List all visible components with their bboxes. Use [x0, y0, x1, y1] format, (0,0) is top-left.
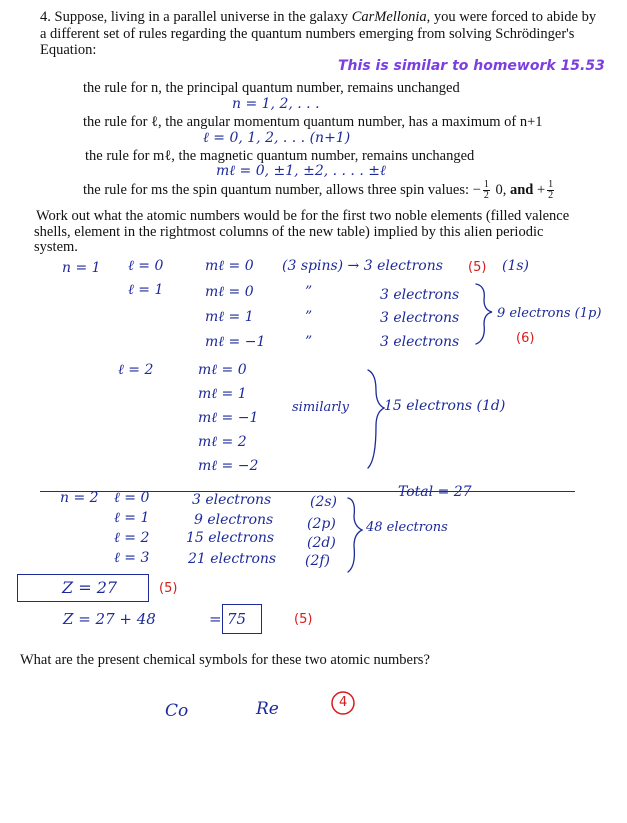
rule-ms-zero: 0, [495, 181, 507, 198]
rule-ms-and: and [509, 181, 534, 198]
homework-note: This is similar to homework 15.53 [338, 58, 605, 74]
hw-z75: 75 [227, 610, 247, 628]
rule-n-hw: n = 1, 2, . . . [232, 96, 320, 112]
hw-1s: (1s) [502, 258, 530, 274]
hw-e15: 15 electrons (1d) [384, 398, 506, 414]
hw-ml-0b: mℓ = 0 [205, 284, 254, 300]
score-5b: (5) [159, 581, 178, 596]
hw-n2-e3: 3 electrons [192, 492, 272, 508]
rule-ml: the rule for mℓ, the magnetic quantum number, remains unchanged [85, 148, 475, 164]
rule-l-hw: ℓ = 0, 1, 2, . . . (n+1) [203, 130, 351, 146]
hw-l2: ℓ = 2 [118, 362, 154, 378]
hw-e3c: 3 electrons [380, 334, 460, 350]
final-question: What are the present chemical symbols for these two atomic numbers? [20, 652, 430, 668]
work-prompt-line-3: system. [34, 239, 78, 255]
half-fraction-2: $\frac{1}{2}$ [548, 179, 554, 201]
grade-circle-icon [332, 692, 354, 714]
hw-ditto-1: ” [305, 284, 313, 300]
hw-n2-e9: 9 electrons [194, 512, 274, 528]
hw-ml2-0: mℓ = 0 [198, 362, 247, 378]
brace-p-electrons [476, 284, 492, 344]
hw-ml2-m2: mℓ = −2 [198, 458, 259, 474]
score-5a: (5) [468, 260, 487, 275]
brace-n2-orbitals [348, 498, 362, 572]
hw-z27: Z = 27 [62, 578, 118, 597]
galaxy-name: CarMellonia [351, 9, 427, 25]
hw-n2-l2: ℓ = 2 [114, 530, 150, 546]
hw-orb-2p: (2p) [307, 516, 336, 532]
hw-n2-e21: 21 electrons [188, 551, 277, 567]
score-4: 4 [339, 695, 348, 710]
hw-ml2-m1: mℓ = −1 [198, 410, 259, 426]
hw-orb-2f: (2f) [305, 553, 331, 569]
hw-ditto-2: ” [305, 309, 313, 325]
hw-orb-2s: (2s) [310, 494, 338, 510]
work-prompt-line-2: shells, element in the rightmost columns of the new table) implied by this alien periodic [34, 224, 544, 240]
brace-similarly [368, 370, 384, 468]
hw-orb-2d: (2d) [307, 535, 336, 551]
rule-l: the rule for ℓ, the angular momentum quantum number, has a maximum of n+1 [83, 114, 543, 130]
rule-ms-prefix: the rule for ms the spin quantum number, allows three spin values: [83, 181, 470, 198]
hw-ditto-3: ” [305, 334, 313, 350]
answer-co: Co [165, 701, 189, 721]
rule-n: the rule for n, the principal quantum number, remains unchanged [83, 80, 460, 96]
hw-ml-m1: mℓ = −1 [205, 334, 266, 350]
hw-z75-expr: Z = 27 + 48 [63, 610, 156, 628]
half-fraction-1: $\frac{1}{2}$ [483, 179, 489, 201]
hw-e3b: 3 electrons [380, 310, 460, 326]
rule-ms-plus: + [536, 181, 546, 198]
score-6: (6) [516, 331, 535, 346]
hw-spins: (3 spins) → 3 electrons [282, 258, 443, 274]
hw-total: Total = 27 [398, 484, 472, 500]
hw-ml-p1: mℓ = 1 [205, 309, 254, 325]
score-5c: (5) [294, 612, 313, 627]
work-prompt-line-1: Work out what the atomic numbers would be for the first two noble elements (filled valence [36, 208, 570, 224]
hw-e48: 48 electrons [366, 520, 448, 535]
hw-n2-l3: ℓ = 3 [114, 550, 150, 566]
hw-n2-l0: ℓ = 0 [114, 490, 150, 506]
hw-n2: n = 2 [60, 490, 99, 506]
question-line-2: a different set of rules regarding the quantum numbers emerging from solving Schrödinger's [40, 26, 575, 42]
hw-ml-0a: mℓ = 0 [205, 258, 254, 274]
rule-ml-hw: mℓ = 0, ±1, ±2, . . . . ±ℓ [216, 163, 386, 179]
hw-ml2-2: mℓ = 2 [198, 434, 247, 450]
hw-e3a: 3 electrons [380, 287, 460, 303]
hw-ml2-1: mℓ = 1 [198, 386, 247, 402]
hw-n2-e15: 15 electrons [186, 530, 275, 546]
hw-z75-eq: = [209, 610, 222, 628]
question-line-1-text: 4. Suppose, living in a parallel universe in the galaxy CarMellonia, you were forced to abide by [40, 9, 597, 25]
hw-n2-l1: ℓ = 1 [114, 510, 150, 526]
hw-l0: ℓ = 0 [128, 258, 164, 274]
question-line-3: Equation: [40, 42, 97, 58]
hw-l1: ℓ = 1 [128, 282, 164, 298]
rule-ms-minus: − [472, 181, 481, 198]
answer-re: Re [256, 699, 279, 719]
hw-similarly: similarly [292, 400, 349, 415]
hw-n1: n = 1 [62, 260, 101, 276]
hw-e9: 9 electrons (1p) [497, 306, 602, 321]
